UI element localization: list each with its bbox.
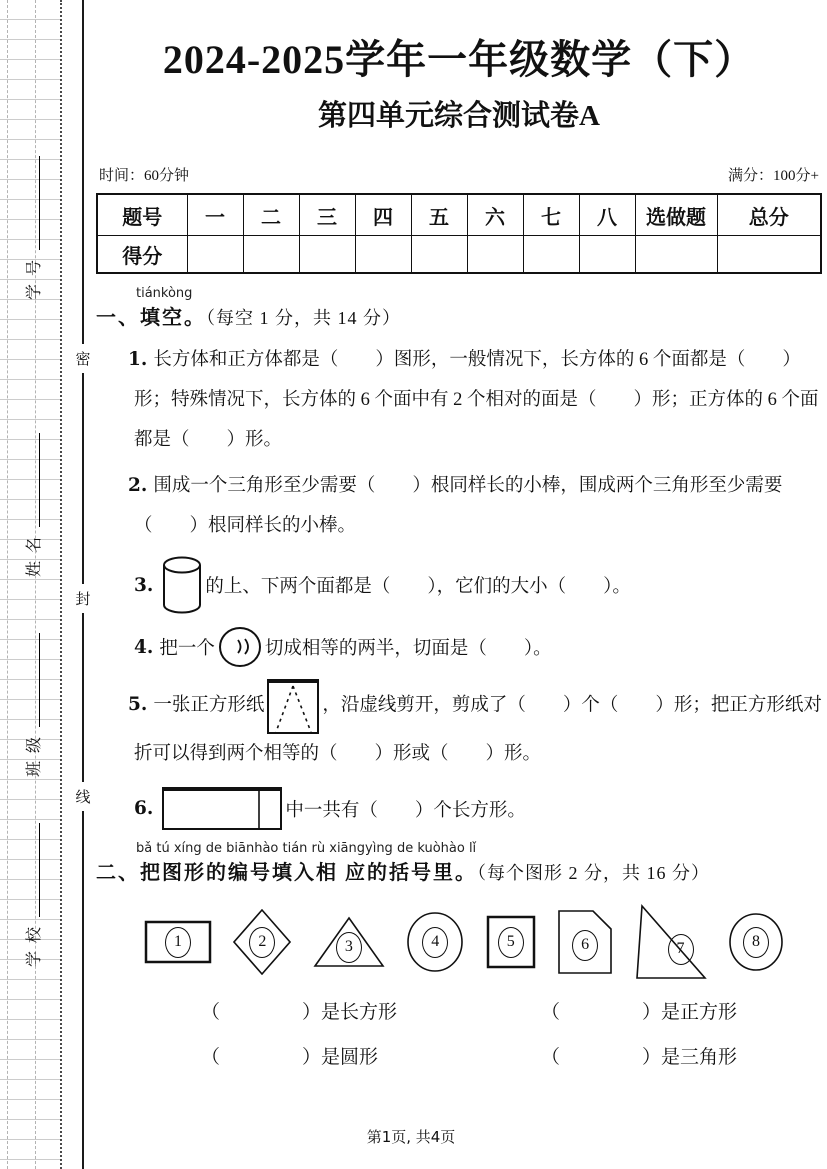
header-col: 六: [467, 194, 523, 236]
question-4-text-post: 切成相等的两半，切面是（ ）。: [264, 639, 552, 659]
score-table: [96, 193, 822, 274]
full-score-label: 满分：100分+: [728, 168, 819, 184]
score-cell: [299, 236, 355, 274]
page-subtitle: 第四单元综合测试卷A: [318, 100, 600, 132]
circled-number: 4: [422, 927, 448, 958]
question-3: [96, 556, 822, 614]
question-5: [96, 678, 822, 774]
question-5-text-pre: 一张正方形纸: [153, 695, 265, 716]
answer-label: ）是正方形: [642, 1002, 738, 1023]
score-table-header-row: [97, 194, 821, 236]
circled-number: 2: [249, 927, 275, 958]
answer-blank-open: （: [201, 1047, 221, 1068]
circled-number: 7: [668, 934, 694, 965]
student-name-label: 姓名: [25, 528, 43, 577]
score-table-score-row: [97, 236, 821, 274]
question-2: [96, 466, 822, 546]
question-4-number: 4.: [134, 636, 154, 658]
answer-blank-open: （: [541, 1047, 561, 1068]
shape-triangle: [313, 916, 385, 968]
shape-pentagon: [557, 909, 613, 975]
score-cell: [717, 236, 821, 274]
fold-dotted-line: [60, 0, 62, 1169]
page-footer: 第1页, 共4页: [366, 1128, 456, 1146]
circled-number: 6: [572, 930, 598, 961]
header-question-number: 题号: [97, 194, 187, 236]
seal-char: 线: [72, 782, 94, 811]
exam-info-row: [96, 164, 822, 185]
divided-rectangle-icon: [162, 786, 282, 831]
class-label: 班级: [25, 728, 43, 777]
student-name-blank: [25, 433, 40, 527]
answer-label: ）是长方形: [302, 1002, 398, 1023]
seal-char: 封: [72, 584, 94, 613]
answers-grid: [201, 997, 822, 1069]
student-id-label: 学号: [25, 251, 43, 300]
question-5-number: 5.: [128, 694, 148, 716]
header-col: 七: [523, 194, 579, 236]
question-1: [96, 340, 822, 460]
question-1-text: 长方体和正方体都是（ ）图形，一般情况下，长方体的 6 个面都是（ ）形；特殊情况下，长方体的 6 个面中有 2 个相对的面是（ ）形；正方体的 6 个面都是（ ）形。: [134, 350, 819, 450]
header-col: 四: [355, 194, 411, 236]
section-two-note: （每个图形 2 分，共 16 分）: [477, 863, 710, 883]
margin-dash-line: [7, 0, 8, 1169]
circled-number: 8: [743, 927, 769, 958]
class-field: [21, 607, 43, 777]
score-cell: [187, 236, 243, 274]
score-cell: [523, 236, 579, 274]
question-1-number: 1.: [128, 349, 148, 370]
answer-blank-open: （: [201, 1002, 221, 1023]
question-5-text-post: ，沿虚线剪开，剪成了（ ）个（ ）形；把正方形纸对折可以得到两个相等的（ ）形或（ ）形。: [134, 695, 822, 764]
shape-circle: [728, 912, 784, 972]
class-blank: [25, 633, 40, 727]
question-4: [96, 626, 822, 668]
shape-square: [486, 915, 536, 969]
test-paper: [96, 0, 822, 1069]
shapes-row: [144, 901, 784, 983]
question-6: [96, 786, 822, 831]
header-col: 八: [579, 194, 635, 236]
header-col: 三: [299, 194, 355, 236]
header-col: 一: [187, 194, 243, 236]
square-dashed-triangle-icon: [267, 678, 319, 734]
answer-rectangle: [201, 997, 541, 1024]
question-3-text: 的上、下两个面都是（ ），它们的大小（ ）。: [205, 577, 631, 597]
sphere-icon: [218, 626, 262, 668]
section-one-note: （每空 1 分，共 14 分）: [206, 308, 401, 328]
school-blank: [25, 823, 40, 917]
page-title: 2024-2025学年一年级数学（下）: [162, 37, 756, 82]
section-one-title: 一、填空。: [96, 307, 206, 329]
section-one-heading: [96, 301, 822, 330]
score-cell: [355, 236, 411, 274]
student-name-field: [21, 407, 43, 577]
answer-square: [541, 997, 822, 1024]
circled-number: 1: [165, 927, 191, 958]
section-two-title: 二、把图形的编号填入相 应的括号里。: [96, 862, 477, 884]
score-row-label: 得分: [97, 236, 187, 274]
shape-right-triangle: [635, 904, 707, 980]
score-cell: [243, 236, 299, 274]
header-optional: 选做题: [635, 194, 717, 236]
seal-char: 密: [72, 344, 94, 373]
shape-diamond: [233, 909, 291, 975]
score-cell: [579, 236, 635, 274]
score-cell: [635, 236, 717, 274]
question-3-number: 3.: [134, 574, 154, 596]
section-two-pinyin: bǎ tú xíng de biānhào tián rù xiāngyìng de kuòhào lǐ: [136, 841, 477, 856]
cylinder-icon: [162, 556, 202, 614]
question-6-text: 中一共有（ ）个长方形。: [285, 800, 526, 821]
section-two-heading: [96, 856, 822, 885]
question-6-number: 6.: [134, 798, 154, 819]
header-col: 二: [243, 194, 299, 236]
student-id-blank: [25, 156, 40, 250]
answer-blank-open: （: [541, 1002, 561, 1023]
answer-label: ）是三角形: [642, 1047, 738, 1068]
shape-rectangle: [144, 920, 212, 964]
answer-label: ）是圆形: [302, 1047, 379, 1068]
answer-triangle: [541, 1042, 822, 1069]
question-2-text: 围成一个三角形至少需要（ ）根同样长的小棒，围成两个三角形至少需要（ ）根同样长的小棒。: [134, 476, 783, 536]
header-col: 五: [411, 194, 467, 236]
circled-number: 5: [498, 927, 524, 958]
question-2-number: 2.: [128, 475, 148, 496]
school-label: 学校: [25, 918, 43, 967]
student-id-field: [21, 130, 43, 300]
score-cell: [467, 236, 523, 274]
question-4-text-pre: 把一个: [159, 639, 215, 659]
header-total: 总分: [717, 194, 821, 236]
time-label: 时间：60分钟: [99, 168, 190, 184]
circled-number: 3: [336, 932, 362, 963]
school-field: [21, 797, 43, 967]
answer-circle: [201, 1042, 541, 1069]
score-cell: [411, 236, 467, 274]
section-one-pinyin: tiánkòng: [136, 286, 193, 301]
shape-oval: [406, 911, 464, 973]
